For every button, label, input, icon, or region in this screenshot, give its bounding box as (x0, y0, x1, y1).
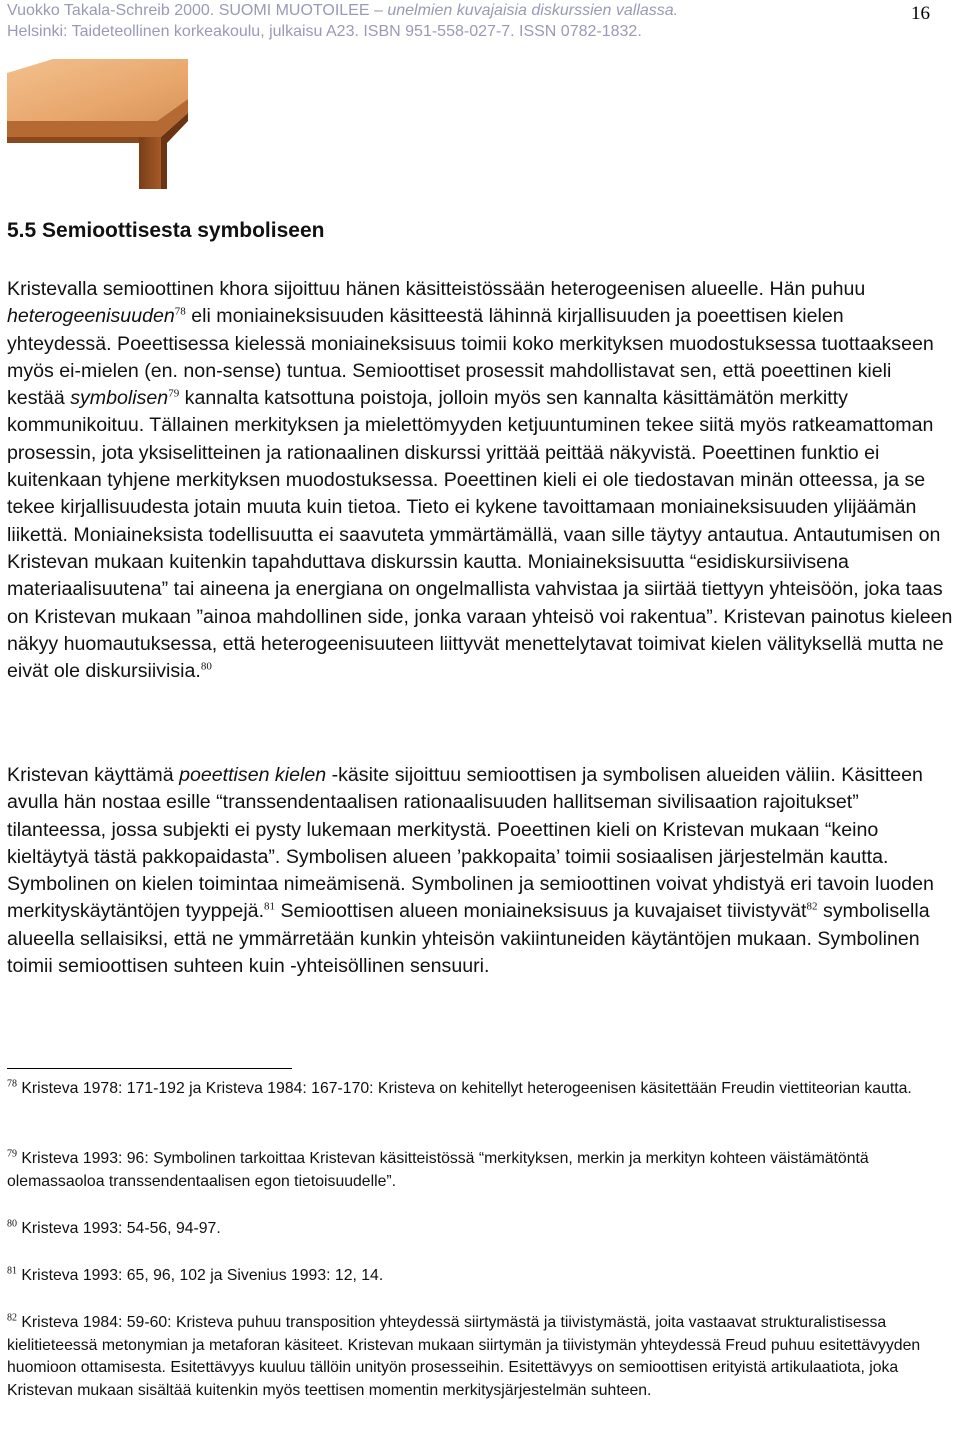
table-corner-image (7, 59, 188, 189)
footnote-divider (7, 1068, 292, 1069)
header-line-1: Vuokko Takala-Schreib 2000. SUOMI MUOTOILEE – unelmien kuvajaisia diskurssien vallassa. (7, 2, 679, 19)
header-line-2: Helsinki: Taideteollinen korkeakoulu, julkaisu A23. ISBN 951-558-027-7. ISSN 0782-1832. (7, 23, 642, 40)
furniture-photo (7, 59, 188, 189)
footnote-ref-78[interactable]: 78 (174, 305, 186, 318)
section-title: 5.5 Semioottisesta symboliseen (7, 219, 325, 242)
footnote-79: $^{79}$ Kristeva 1993: 96: Symbolinen tarkoittaa Kristevan käsitteistössä “merkityksen, merkin ja merkityn kohteen väistämätöntä olemassaoloa transsendentaalisen egon tietoisuudelle”. (7, 1148, 869, 1190)
footnote-78: $^{78}$ Kristeva 1978: 171-192 ja Kristeva 1984: 167-170: Kristeva on kehitellyt heterogeenisen käsitettään Freudin viettiteorian kautta. (7, 1078, 912, 1097)
paragraph-1: Kristevalla semioottinen khora sijoittuu hänen käsitteistössään heterogeenisen alueelle. Hän puhuu heterogeenisuuden$^{78}$ eli moniaineksisuuden käsitteestä lähinnä kirjallisuuden ja poeettisen kielen yhteydessä. Poeettisessa kielessä moniaineksisuus toimii koko merkityksen muodostuksessa tuottaakseen myös ei-mielen (en. non-sense) tuntua. Semioottiset prosessit mahdollistavat sen, että poeettinen kieli kestää symbolisen$^{79}$ kannalta katsottuna poistoja, jolloin myös sen kannalta käsittämätön merkitty kommunikoituu. Tällainen merkityksen ja mielettömyyden ketjuuntuminen tekee siitä myös ratkeamattoman prosessin, jota yksiselitteinen ja rationaalinen diskurssi yrittää peittää näkyvistä. Poeettinen funktio ei kuitenkaan tyhjene merkityksen muodostuksessa. Poeettinen kieli ei ole tiedostavan minän otteessa, ja se tekee kirjallisuudesta jotain muuta kuin tietoa. Tieto ei kykene tavoittamaan moniaineksisuuden ylijäämän liikettä. Moniaineksista todellisuutta ei saavuteta ymmärtämällä, vaan sille täytyy antautua. Antautumisen on Kristevan mukaan kuitenkin tapahduttava diskurssin kautta. Moniaineksisuutta “esidiskursiivisena materiaalisuutena” tai aineena ja energiana on ongelmallista vahvistaa ja siirtää tiettyyn yhteisöön, joka taas on Kristevan mukaan ”ainoa mahdollinen side, jonka varaan yhteisö voi rakentua”. Kristevan painotus kieleen näkyy huomautuksessa, että heterogeenisuuteen liittyvät menettelytavat toimivat kielen välityksellä mutta ne eivät ole diskursiivisia.$^{80}$ (7, 278, 953, 683)
footnote-ref-82[interactable]: 82 (806, 900, 818, 913)
page-number: 16 (911, 3, 930, 24)
running-header (7, 0, 678, 42)
paragraph-2: Kristevan käyttämä poeettisen kielen -käsite sijoittuu semioottisen ja symbolisen alueiden väliin. Käsitteen avulla hän nostaa esille “transsendentaalisen rationaalisuuden hallitseman sivilisaation rajoitukset” tilanteessa, jossa subjekti ei pysty lukemaan merkitystä. Poeettinen kieli on Kristevan mukaan “keino kieltäytyä tästä pakkopaidasta”. Symbolisen alueen ’pakkopaita’ toimii sosiaalisen järjestelmän kautta. Symbolinen on kielen toimintaa nimeämisenä. Symbolinen ja semioottinen voivat yhdistyä eri tavoin luoden merkityskäytäntöjen tyyppejä.$^{81}$ Semioottisen alueen moniaineksisuus ja kuvajaiset tiivistyvät$^{82}$ symbolisella alueella sellaisiksi, että ne ymmärretään kunkin yhteisön vakiintuneiden käytäntöjen mukaan. Symbolinen toimii semioottisen suhteen kuin -yhteisöllinen sensuuri. (7, 764, 934, 978)
footnote-ref-79[interactable]: 79 (168, 387, 180, 400)
footnote-81: $^{81}$ Kristeva 1993: 65, 96, 102 ja Sivenius 1993: 12, 14. (7, 1265, 384, 1284)
footnote-ref-80[interactable]: 80 (200, 660, 212, 673)
footnote-82: $^{82}$ Kristeva 1984: 59-60: Kristeva puhuu transposition yhteydessä siirtymästä ja tiivistymästä, joita vastaavat strukturalistisessa kielitieteessä metonymian ja metaforan käsiteet. Kristevan mukaan siirtymän ja tiivistymän yhteydessä Freud puhuu esitettävyyden huomioon ottamisesta. Esitettävyys kuuluu tällöin unityön prosesseihin. Esitettävyys on semioottisen erityistä artikulaatiota, joka Kristevan mukaan sisältää kuitenkin myös teettisen momentin merkitysjärjestelmän suhteen. (7, 1312, 921, 1399)
footnote-ref-81[interactable]: 81 (264, 900, 276, 913)
footnote-80: $^{80}$ Kristeva 1993: 54-56, 94-97. (7, 1218, 221, 1237)
